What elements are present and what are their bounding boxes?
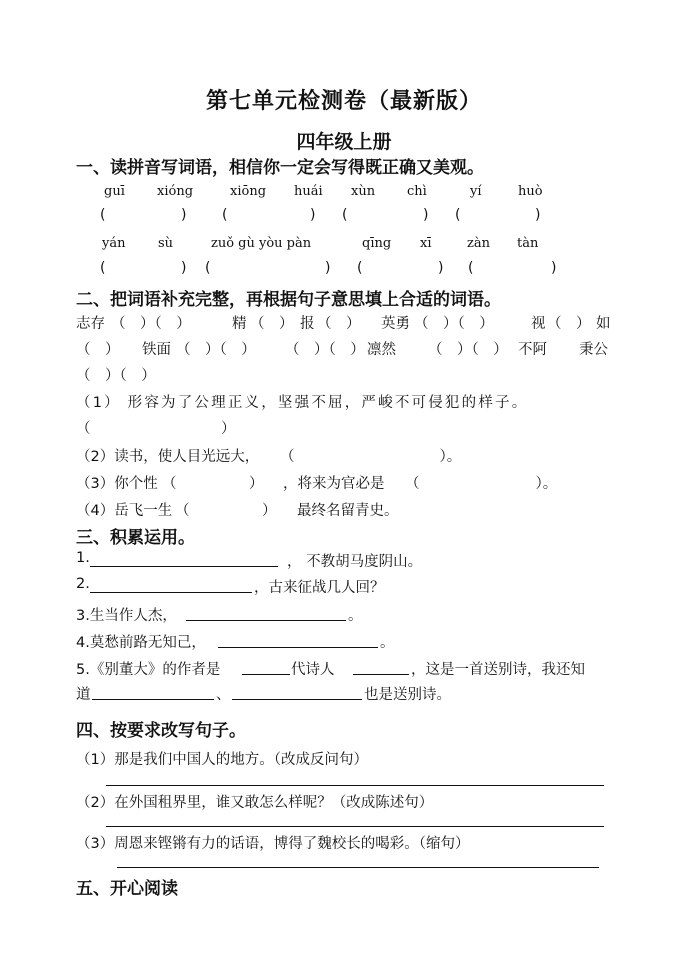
answer-paren: ) <box>181 260 187 276</box>
pinyin: zuǒ gù yòu pàn <box>211 236 312 251</box>
fill-item-4-text: 4.莫愁前路无知己， <box>76 635 206 651</box>
pinyin: chì <box>407 184 427 199</box>
fill-item-2-text: ，古来征战几人回？ <box>254 580 385 596</box>
blank-paren[interactable]: （ ） <box>76 421 236 437</box>
answer-line[interactable] <box>232 699 362 700</box>
page-title: 第七单元检测卷（最新版） <box>205 89 482 114</box>
answer-paren[interactable]: ( <box>342 207 348 223</box>
fill-item-2: 2. <box>76 576 90 592</box>
answer-line[interactable] <box>353 674 409 675</box>
answer-line[interactable] <box>218 647 378 648</box>
answer-line[interactable] <box>186 620 346 621</box>
fill-item-5-end: ，这是一首送别诗，我还知 <box>411 662 585 678</box>
answer-paren: ) <box>535 207 541 223</box>
idiom-text: 如 <box>596 316 611 332</box>
answer-paren[interactable]: ( <box>100 260 106 276</box>
blank-paren[interactable]: （ ） <box>162 476 264 492</box>
answer-paren: ) <box>438 260 444 276</box>
blank-paren[interactable]: （ ）（ ） <box>414 316 494 332</box>
pinyin: huái <box>294 184 323 199</box>
pinyin: tàn <box>517 236 539 251</box>
idiom-text: 不阿 <box>518 342 547 358</box>
idiom-text: 精 <box>232 316 247 332</box>
idiom-text: 英勇 <box>381 316 410 332</box>
answer-paren[interactable]: ( <box>205 260 211 276</box>
answer-paren[interactable]: ( <box>100 207 106 223</box>
section4-heading: 四、按要求改写句子。 <box>76 721 246 741</box>
section5-heading: 五、开心阅读 <box>76 879 178 899</box>
blank-paren[interactable]: （ ） <box>250 316 294 332</box>
pinyin: xùn <box>351 184 376 199</box>
fill-item-5-tail: 也是送别诗。 <box>364 687 451 703</box>
rewrite-q3: （3）周恩来铿锵有力的话语，博得了魏校长的喝彩。（缩句） <box>76 836 470 852</box>
blank-paren[interactable]: （ ）（ ） <box>428 342 508 358</box>
rewrite-q2: （2）在外国租界里，谁又敢怎么样呢？（改成陈述句） <box>76 795 434 811</box>
section3-heading: 三、积累运用。 <box>76 528 195 548</box>
idiom-text: 志存 <box>76 316 105 332</box>
pinyin: xióng <box>157 184 194 199</box>
blank-paren[interactable]: （ ）（ ） <box>176 342 256 358</box>
blank-paren[interactable]: （ ） <box>317 316 361 332</box>
pinyin: guī <box>104 184 125 199</box>
section1-heading: 一、读拼音写词语，相信你一定会写得既正确又美观。 <box>76 158 484 178</box>
blank-paren[interactable]: （ ） <box>175 503 277 519</box>
page-subtitle: 四年级上册 <box>296 131 392 153</box>
question-2-2: （2）读书，使人目光远大， <box>76 449 260 465</box>
answer-line[interactable] <box>92 699 214 700</box>
answer-line[interactable] <box>106 785 604 786</box>
idiom-text: 视 <box>531 316 546 332</box>
answer-paren: ) <box>181 207 187 223</box>
question-2-3: （3）你个性 <box>76 476 158 492</box>
pinyin: yí <box>470 184 482 199</box>
pinyin: sù <box>158 236 174 251</box>
period: 。 <box>380 635 395 651</box>
answer-line[interactable] <box>106 826 604 827</box>
idiom-text: 秉公 <box>579 342 608 358</box>
idiom-text: 凛然 <box>367 342 396 358</box>
pinyin: xiōng <box>230 184 267 199</box>
pinyin: xī <box>420 236 432 251</box>
fill-item-5-cont: 道 <box>76 687 91 703</box>
fill-item-1-text: ， 不教胡马度阴山。 <box>287 554 423 570</box>
blank-paren[interactable]: （ ） <box>76 342 120 358</box>
fill-item-5-text: 5.《别董大》的作者是 <box>76 662 221 678</box>
answer-line[interactable] <box>90 566 278 567</box>
answer-paren: ) <box>325 260 331 276</box>
answer-paren: ) <box>423 207 429 223</box>
answer-paren: ) <box>551 260 557 276</box>
fill-item-5-mid: 代诗人 <box>291 662 335 678</box>
blank-paren[interactable]: （ ） <box>547 316 591 332</box>
idiom-text: 铁面 <box>142 342 171 358</box>
separator: 、 <box>216 687 231 703</box>
fill-item-3-text: 3.生当作人杰， <box>76 608 177 624</box>
fill-item-1: 1. <box>76 550 90 566</box>
answer-paren[interactable]: ( <box>468 260 474 276</box>
pinyin: qīng <box>362 236 392 251</box>
question-2-4: （4）岳飞一生 <box>76 503 173 519</box>
question-2-3-mid: ，将来为官必是 <box>283 476 385 492</box>
pinyin: yán <box>102 236 126 251</box>
answer-line[interactable] <box>242 674 290 675</box>
answer-line[interactable] <box>90 592 252 593</box>
period: 。 <box>348 608 363 624</box>
answer-paren[interactable]: ( <box>357 260 363 276</box>
answer-paren[interactable]: ( <box>222 207 228 223</box>
blank-paren[interactable]: （ ）（ ） <box>111 316 191 332</box>
question-2-4-end: 最终名留青史。 <box>297 503 399 519</box>
answer-paren[interactable]: ( <box>455 207 461 223</box>
blank-paren[interactable]: （ ）。 <box>280 449 462 465</box>
question-2-1: （1） 形容为了公理正义，坚强不屈，严峻不可侵犯的样子。 <box>76 395 529 411</box>
rewrite-q1: （1）那是我们中国人的地方。（改成反问句） <box>76 752 368 768</box>
answer-line[interactable] <box>117 867 599 868</box>
section2-heading: 二、把词语补充完整，再根据句子意思填上合适的词语。 <box>76 290 501 310</box>
blank-paren[interactable]: （ ）。 <box>405 476 558 492</box>
answer-paren: ) <box>310 207 316 223</box>
pinyin: zàn <box>467 236 490 251</box>
blank-paren[interactable]: （ ）（ ） <box>285 342 365 358</box>
idiom-text: 报 <box>300 316 315 332</box>
blank-paren[interactable]: （ ）（ ） <box>76 368 156 384</box>
pinyin: huò <box>518 184 543 199</box>
